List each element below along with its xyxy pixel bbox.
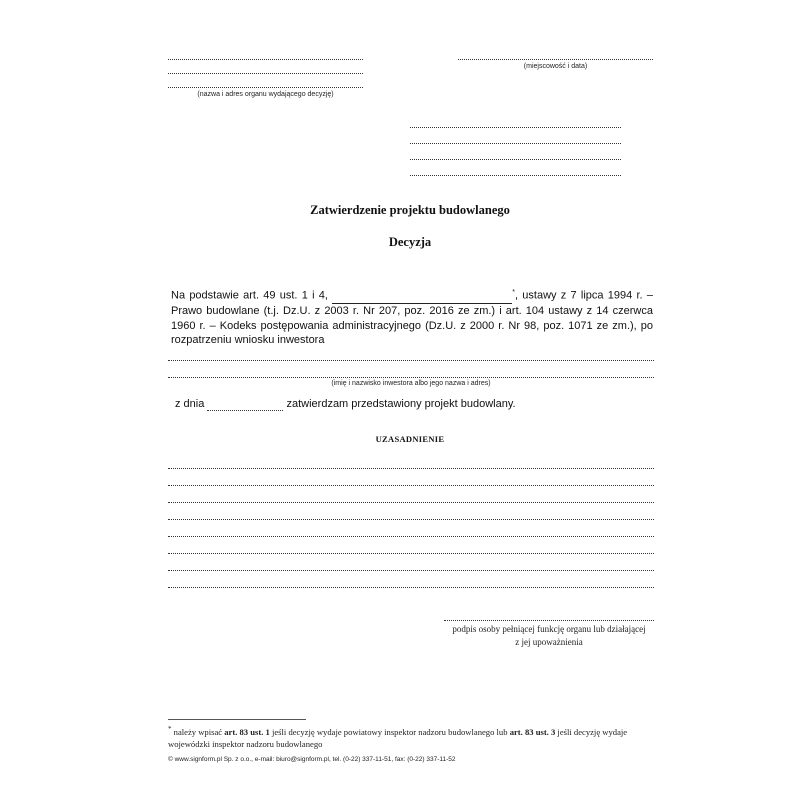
justification-heading: UZASADNIENIE [375,434,445,444]
organ-line-1 [168,59,363,60]
footnote-article-1: art. 83 ust. 1 [224,726,270,737]
justification-line-5 [168,536,654,537]
legal-basis-field[interactable] [332,289,512,305]
justification-line-4 [168,519,654,520]
intro-text-1: Na podstawie art. 49 ust. 1 i 4, [171,289,328,302]
document-subtitle: Decyzja [388,235,432,249]
addressee-line-1 [410,127,621,128]
footnote-text-1: należy wpisać [171,726,225,737]
investor-line-1 [168,360,654,361]
footnote-mark: * [168,725,172,733]
place-date-caption: (miejscowość i data) [523,63,588,70]
intro-paragraph [171,286,653,348]
justification-line-6 [168,553,654,554]
addressee-line-3 [410,159,621,160]
addressee-line-4 [410,175,621,176]
approval-suffix: zatwierdzam przedstawiony projekt budowlany. [286,398,516,410]
investor-line-2 [168,377,654,378]
justification-line-3 [168,502,654,503]
justification-line-2 [168,485,654,486]
intro-text-2: , ustawy z 7 lipca 1994 r. – Prawo budowlane (t.j. Dz.U. z 2003 r. Nr 207, poz. 2016 ze zm.) i art. 104 ustawy z 14 czerwca 1960 r. – Kodeks postępowania administracyjnego (Dz.U. z 2000 r. Nr 98, poz. 1071 ze zm.), po rozpatrzeniu wniosku inwestora [171,289,653,347]
signature-caption-line-1: podpis osoby pełniącej funkcję organu lub działającej [452,624,646,634]
application-date-field[interactable] [207,398,283,411]
signature-caption-line-2: z jej upoważnienia [515,637,583,647]
footnote-text-2: jeśli decyzję wydaje powiatowy inspektor nadzoru budowlanego lub [269,726,510,737]
place-date-field[interactable] [458,59,653,60]
footnote-ref: * [512,289,515,296]
organ-line-2 [168,73,363,74]
document-title: Zatwierdzenie projektu budowlanego [310,203,510,217]
footnote [168,723,654,750]
footnote-text-3: jeśli decyzję wydaje wojewódzki inspektor nadzoru budowlanego [168,726,628,749]
signature-caption [434,623,664,649]
copyright-line: © www.signform.pl Sp. z o.o., e-mail: biuro@signform.pl, tel. (0-22) 337-11-51, fax: (0-22) 337-11-52 [168,756,456,763]
approval-line [175,398,516,411]
justification-line-7 [168,570,654,571]
investor-caption: (imię i nazwisko inwestora albo jego nazwa i adres) [331,380,491,387]
justification-line-1 [168,468,654,469]
approval-prefix: z dnia [175,398,205,410]
organ-line-3 [168,87,363,88]
justification-line-8 [168,587,654,588]
organ-caption: (nazwa i adres organu wydającego decyzję) [197,91,334,98]
addressee-line-2 [410,143,621,144]
footnote-article-2: art. 83 ust. 3 [509,726,556,737]
signature-field[interactable] [444,620,654,621]
footnote-separator [168,719,306,720]
